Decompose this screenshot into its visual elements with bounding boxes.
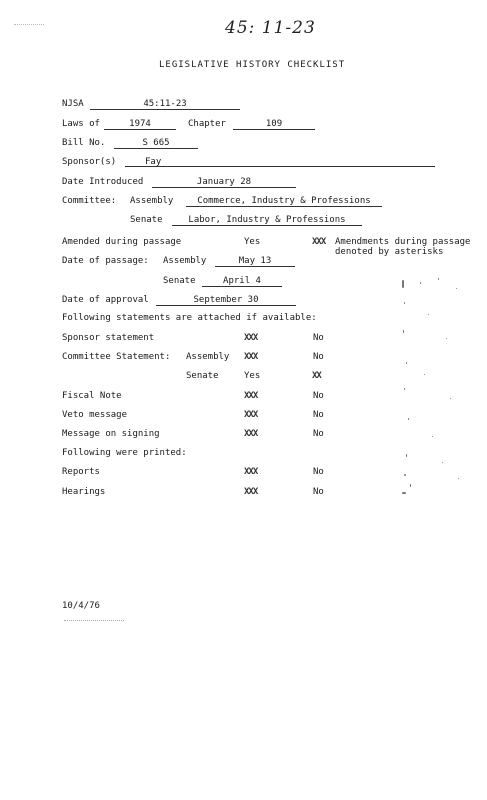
sponsor-statement-label: Sponsor statement	[62, 333, 155, 343]
passage-senate-field	[202, 276, 282, 287]
njsa-label: NJSA	[62, 99, 84, 109]
bill-label: Bill No.	[62, 138, 106, 148]
chapter-label: Chapter	[188, 119, 226, 129]
date-approval-label: Date of approval	[62, 295, 149, 305]
amended-label: Amended during passage	[62, 237, 182, 247]
date-approval-value: September 30	[156, 295, 296, 306]
date-introduced-field	[152, 177, 296, 188]
committee-statement-assembly-label: Assembly	[186, 352, 230, 362]
reports-yes-struck: XXX	[244, 467, 258, 477]
bill-field	[114, 138, 198, 149]
hearings-yes-struck: XXX	[244, 487, 258, 497]
document-title: LEGISLATIVE HISTORY CHECKLIST	[159, 60, 346, 70]
hearings-label: Hearings	[62, 487, 106, 497]
date-introduced-label: Date Introduced	[62, 177, 144, 187]
passage-senate-value: April 4	[202, 276, 282, 287]
signing-message-yes-struck: XXX	[244, 429, 258, 439]
committee-assembly-yes-struck: XXX	[244, 352, 258, 362]
passage-assembly-field	[215, 256, 295, 267]
sponsor-statement-no: No	[313, 333, 324, 343]
fiscal-note-yes-struck: XXX	[244, 391, 258, 401]
amended-no-struck: XXX	[312, 237, 326, 247]
fiscal-note-label: Fiscal Note	[62, 391, 122, 401]
faint-stamp-mark	[64, 620, 124, 625]
date-approval-field	[156, 295, 296, 306]
handwritten-statute-number: 45: 11-23	[225, 18, 316, 38]
bill-value: S 665	[114, 138, 198, 149]
veto-message-yes-struck: XXX	[244, 410, 258, 420]
footer-date: 10/4/76	[62, 601, 100, 611]
scan-mark	[14, 24, 44, 29]
committee-assembly-no: No	[313, 352, 324, 362]
reports-label: Reports	[62, 467, 100, 477]
njsa-field	[90, 99, 240, 110]
sponsor-value: Fay	[125, 157, 435, 167]
committee-senate-field	[172, 215, 362, 226]
amended-note-line1: Amendments during passage	[335, 237, 471, 247]
laws-field	[104, 119, 176, 130]
statements-heading: Following statements are attached if available:	[62, 313, 317, 323]
amended-note-line2: denoted by asterisks	[335, 247, 444, 257]
reports-no: No	[313, 467, 324, 477]
chapter-field	[233, 119, 315, 130]
printed-heading: Following were printed:	[62, 448, 187, 458]
committee-assembly-label: Assembly	[130, 196, 174, 206]
committee-statement-senate-label: Senate	[186, 371, 219, 381]
veto-message-no: No	[313, 410, 324, 420]
amended-yes: Yes	[244, 237, 261, 247]
veto-message-label: Veto message	[62, 410, 128, 420]
passage-senate-label: Senate	[163, 276, 196, 286]
committee-assembly-value: Commerce, Industry & Professions	[186, 196, 382, 207]
committee-senate-value: Labor, Industry & Professions	[172, 215, 362, 226]
committee-assembly-field	[186, 196, 382, 207]
committee-statement-label: Committee Statement:	[62, 352, 171, 362]
scan-specks	[398, 278, 468, 498]
committee-label: Committee:	[62, 196, 117, 206]
committee-senate-label: Senate	[130, 215, 163, 225]
date-passage-label: Date of passage:	[62, 256, 149, 266]
sponsor-label: Sponsor(s)	[62, 157, 117, 167]
hearings-no: No	[313, 487, 324, 497]
fiscal-note-no: No	[313, 391, 324, 401]
signing-message-label: Message on signing	[62, 429, 160, 439]
chapter-value: 109	[233, 119, 315, 130]
committee-senate-yes: Yes	[244, 371, 261, 381]
laws-value: 1974	[104, 119, 176, 130]
laws-label: Laws of	[62, 119, 100, 129]
sponsor-statement-yes-struck: XXX	[244, 333, 258, 343]
committee-senate-no-struck: XX	[312, 371, 321, 381]
date-introduced-value: January 28	[152, 177, 296, 188]
passage-assembly-label: Assembly	[163, 256, 207, 266]
passage-assembly-value: May 13	[215, 256, 295, 267]
sponsor-field	[125, 157, 435, 167]
njsa-value: 45:11-23	[90, 99, 240, 110]
signing-message-no: No	[313, 429, 324, 439]
